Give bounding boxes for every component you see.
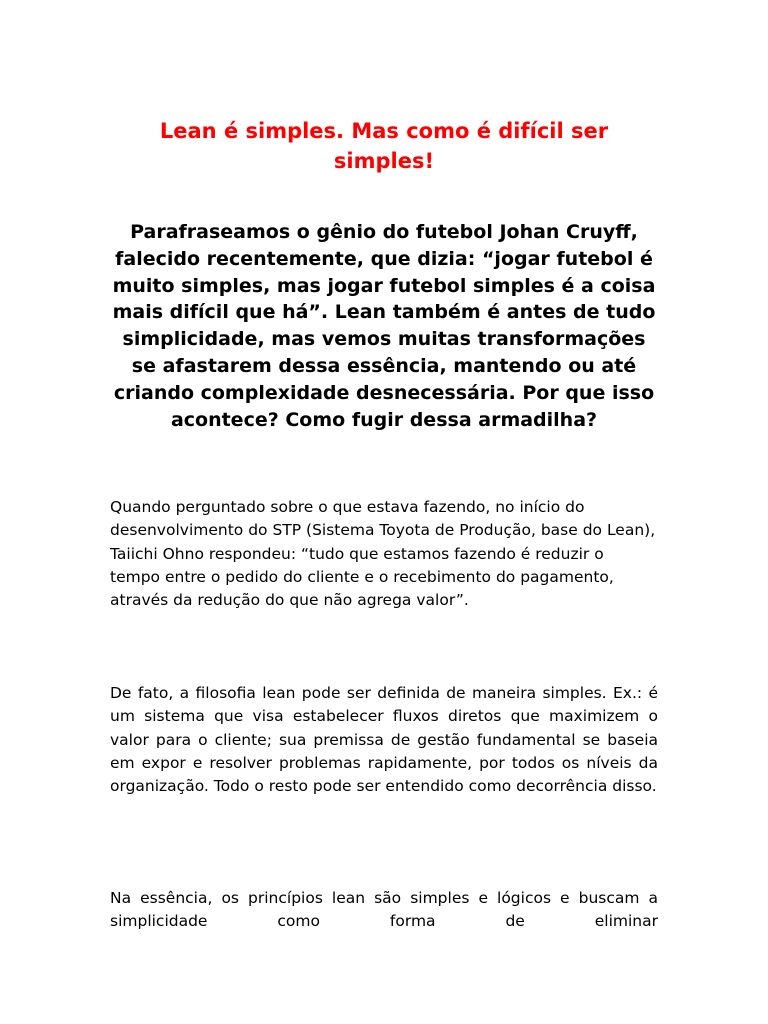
lead-paragraph: Parafraseamos o gênio do futebol Johan Cruyff, falecido recentemente, que dizia: “jogar futebol é muito simples, mas jogar futebol simples é a coisa mais difícil que há”. Lean também é antes de tudo simplicidade, mas vemos muitas transformações se afastarem dessa essência, mantendo ou até criando complexidade desnecessária. Por que isso acontece? Como fugir dessa armadilha? [112,221,656,431]
body-paragraph-1: Quando perguntado sobre o que estava fazendo, no início do desenvolvimento do STP (Sistema Toyota de Produção, base do Lean), Taiichi Ohno respondeu: “tudo que estamos fazendo é reduzir o tempo entre o pedido do cliente e o recebimento do pagamento, através da redução do que não agrega valor”. [110,498,656,610]
body-paragraph-2: De fato, a filosofia lean pode ser definida de maneira simples. Ex.: é um sistema que visa estabelecer fluxos diretos que maximizem o valor para o cliente; sua premissa de gestão fundamental se baseia em expor e resolver problemas rapidamente, por todos os níveis da organização. Todo o resto pode ser entendido como decorrência disso. [110,684,658,796]
document-title: Lean é simples. Mas como é difícil ser simples! [159,119,609,173]
body-paragraph-3: Na essência, os princípios lean são simples e lógicos e buscam a simplicidade como forma de eliminar [110,889,658,931]
